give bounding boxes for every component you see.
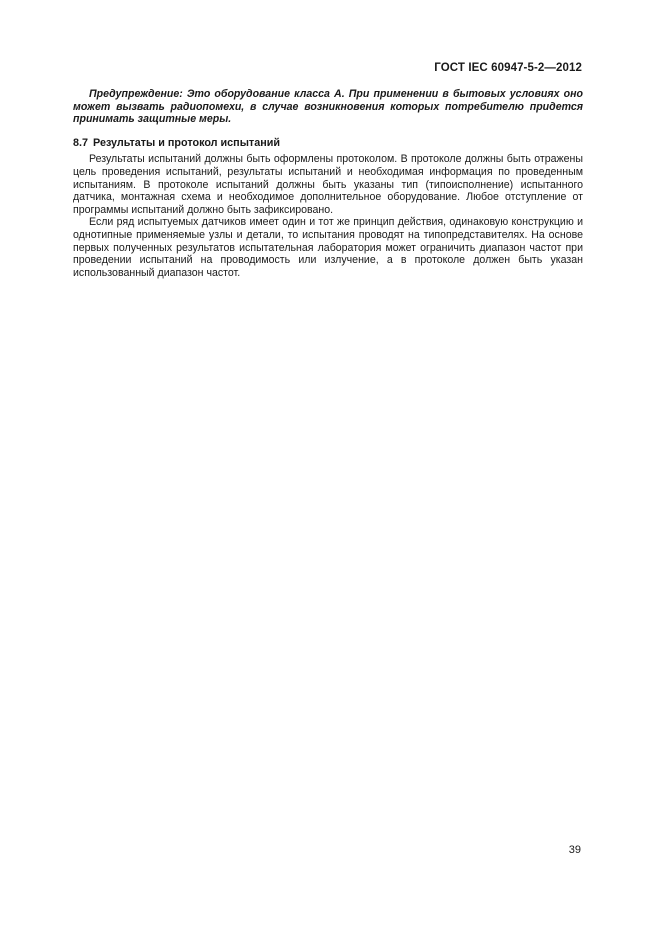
page-content <box>73 88 583 279</box>
section-title: Результаты и протокол испытаний <box>93 136 280 149</box>
page-number: 39 <box>568 844 581 856</box>
standard-code-header: ГОСТ IEC 60947-5-2—2012 <box>434 62 582 74</box>
warning-note: Предупреждение: Это оборудование класса А. При применении в бытовых условиях оно может вызвать радиопомехи, в случае возникновения которых потребителю придется принимать защитные меры. <box>73 88 583 126</box>
section-heading <box>73 137 583 150</box>
paragraph-2: Если ряд испытуемых датчиков имеет один и тот же принцип действия, одинаковую конструкцию и однотипные применяемые узлы и детали, то испытания проводят на типопредставителях. На основе первых полученных результатов испытательная лаборатория может ограничить диапазон частот при проведении испытаний на проводимость или излучение, а в протоколе должен быть указан использованный диапазон частот. <box>73 216 583 279</box>
paragraph-1: Результаты испытаний должны быть оформлены протоколом. В протоколе должны быть отражены цель проведения испытаний, результаты испытаний и необходимая информация по проведенным испытаниям. В протоколе испытаний должны быть указаны тип (типоисполнение) испытанного датчика, монтажная схема и необходимое дополнительное оборудование. Любое отступление от программы испытаний должно быть зафиксировано. <box>73 153 583 216</box>
section-number: 8.7 <box>73 136 89 149</box>
